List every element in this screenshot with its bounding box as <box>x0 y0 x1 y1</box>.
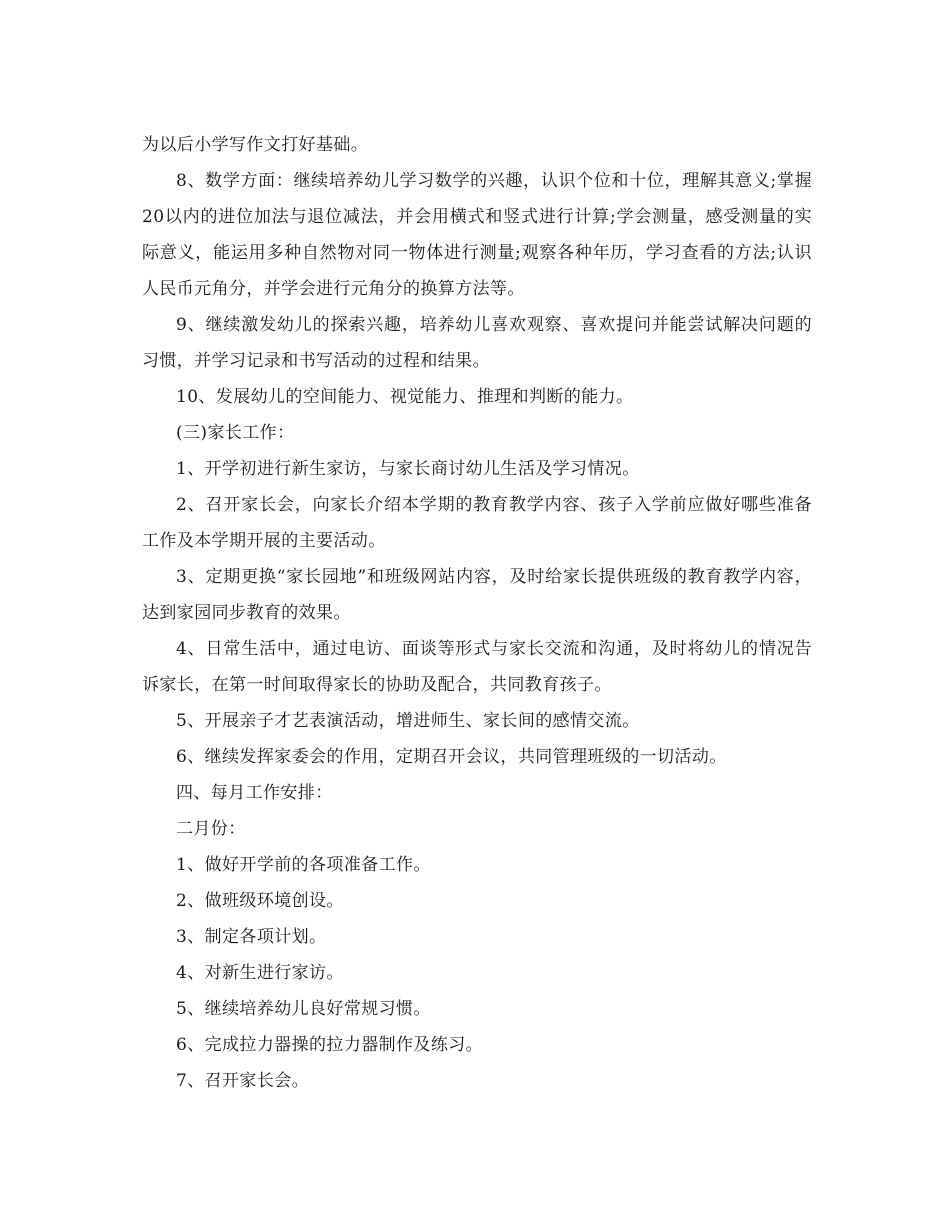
list-item: 7、召开家长会。 <box>176 1071 310 1091</box>
paragraph-8: 3、定期更换“家长园地”和班级网站内容，及时给家长提供班级的教育教学内容，达到家园同步教育的效果。 <box>142 567 812 623</box>
section-heading-monthly-schedule: 四、每月工作安排： <box>176 783 333 803</box>
list-item: 6、完成拉力器操的拉力器制作及练习。 <box>176 1035 484 1055</box>
document-body <box>142 127 812 1099</box>
list-item: 5、继续培养幼儿良好常规习惯。 <box>176 999 431 1019</box>
list-item: 1、做好开学前的各项准备工作。 <box>176 855 431 875</box>
paragraph-7: 2、召开家长会，向家长介绍本学期的教育教学内容、孩子入学前应做好哪些准备工作及本学期开展的主要活动。 <box>142 495 812 551</box>
section-heading-parent-work: (三)家长工作： <box>176 423 295 443</box>
paragraph-3: 9、继续激发幼儿的探索兴趣，培养幼儿喜欢观察、喜欢提问并能尝试解决问题的习惯，并学习记录和书写活动的过程和结果。 <box>142 315 812 371</box>
paragraph-9: 4、日常生活中，通过电访、面谈等形式与家长交流和沟通，及时将幼儿的情况告诉家长，在第一时间取得家长的协助及配合，共同教育孩子。 <box>142 639 812 695</box>
paragraph-2: 8、数学方面：继续培养幼儿学习数学的兴趣，认识个位和十位，理解其意义;掌握20以内的进位加法与退位减法，并会用横式和竖式进行计算;学会测量，感受测量的实际意义，能运用多种自然物对同一物体进行测量;观察各种年历，学习查看的方法;认识人民币元角分，并学会进行元角分的换算方法等。 <box>142 171 812 299</box>
paragraph-1: 为以后小学写作文打好基础。 <box>142 135 369 155</box>
paragraph-10: 5、开展亲子才艺表演活动，增进师生、家长间的感情交流。 <box>176 711 640 731</box>
list-item: 4、对新生进行家访。 <box>176 963 344 983</box>
subheading-february: 二月份： <box>176 819 246 839</box>
paragraph-11: 6、继续发挥家委会的作用，定期召开会议，共同管理班级的一切活动。 <box>176 747 727 767</box>
list-item: 2、做班级环境创设。 <box>176 891 344 911</box>
paragraph-4: 10、发展幼儿的空间能力、视觉能力、推理和判断的能力。 <box>176 387 634 407</box>
paragraph-6: 1、开学初进行新生家访，与家长商讨幼儿生活及学习情况。 <box>176 459 640 479</box>
list-item: 3、制定各项计划。 <box>176 927 327 947</box>
